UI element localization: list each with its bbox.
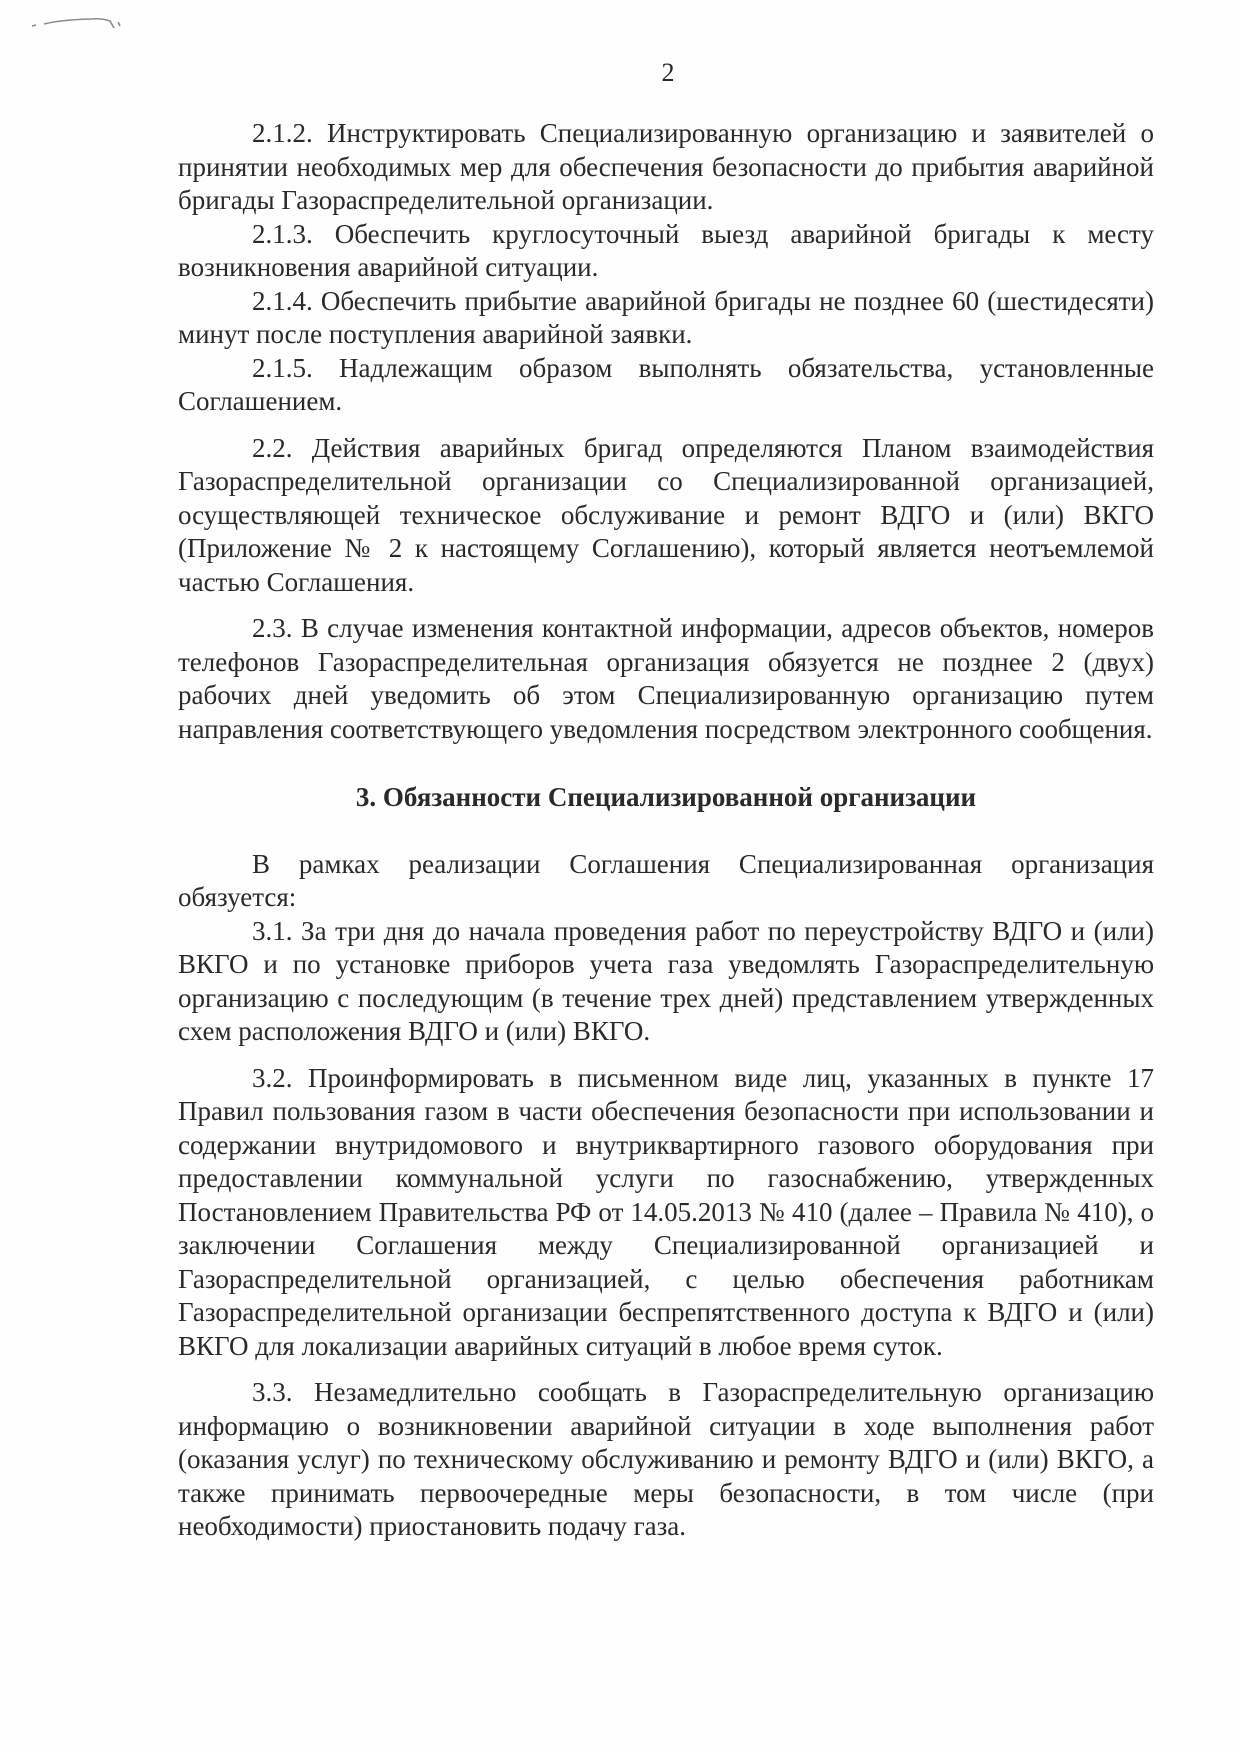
section-3-intro: В рамках реализации Соглашения Специализированная организация обязуется: (178, 848, 1154, 912)
clause-3-2: 3.2. Проинформировать в письменном виде лиц, указанных в пункте 17 Правил пользования газом в части обеспечения безопасности при использовании и содержании внутридомового и внутриквартирного газового оборудования при предоставлении коммунальной услуги по газоснабжению, утвержденных Постановлением Правительства РФ от 14.05.2013 № 410 (далее – Правила № 410), о заключении Соглашения между Специализированной организацией и Газораспределительной организацией, с целью обеспечения работникам Газораспределительной организации беспрепятственного доступа к ВДГО и (или) ВКГО для локализации аварийных ситуаций в любое время суток. (178, 1062, 1154, 1361)
clause-2-1-2: 2.1.2. Инструктировать Специализированную организацию и заявителей о принятии необходимых мер для обеспечения безопасности до прибытия аварийной бригады Газораспределительной организации. (178, 118, 1154, 215)
page-number: 2 (661, 58, 675, 87)
document-body (178, 117, 1154, 1544)
section-3-heading: 3. Обязанности Специализированной организации (355, 782, 977, 812)
clause-3-1: 3.1. За три дня до начала проведения работ по переустройству ВДГО и (или) ВКГО и по установке приборов учета газа уведомлять Газораспределительную организацию с последующим (в течение трех дней) представлением утвержденных схем расположения ВДГО и (или) ВКГО. (178, 915, 1154, 1046)
clause-2-3: 2.3. В случае изменения контактной информации, адресов объектов, номеров телефонов Газораспределительная организация обязуется не позднее 2 (двух) рабочих дней уведомить об этом Специализированную организацию путем направления соответствующего уведомления посредством электронного сообщения. (178, 613, 1154, 744)
clause-2-1-3: 2.1.3. Обеспечить круглосуточный выезд аварийной бригады к месту возникновения аварийной ситуации. (178, 218, 1154, 282)
clause-2-1-4: 2.1.4. Обеспечить прибытие аварийной бригады не позднее 60 (шестидесяти) минут после поступления аварийной заявки. (178, 285, 1154, 349)
clause-2-2: 2.2. Действия аварийных бригад определяются Планом взаимодействия Газораспределительной организации со Специализированной организацией, осуществляющей техническое обслуживание и ремонт ВДГО и (или) ВКГО (Приложение № 2 к настоящему Соглашению), который является неотъемлемой частью Соглашения. (178, 432, 1154, 597)
clause-2-1-5: 2.1.5. Надлежащим образом выполнять обязательства, установленные Соглашением. (178, 352, 1154, 416)
clause-3-3: 3.3. Незамедлительно сообщать в Газораспределительную организацию информацию о возникновении аварийной ситуации в ходе выполнения работ (оказания услуг) по техническому обслуживанию и ремонту ВДГО и (или) ВКГО, а также принимать первоочередные меры безопасности, в том числе (при необходимости) приостановить подачу газа. (178, 1377, 1154, 1541)
scan-artifact-mark (30, 12, 122, 30)
